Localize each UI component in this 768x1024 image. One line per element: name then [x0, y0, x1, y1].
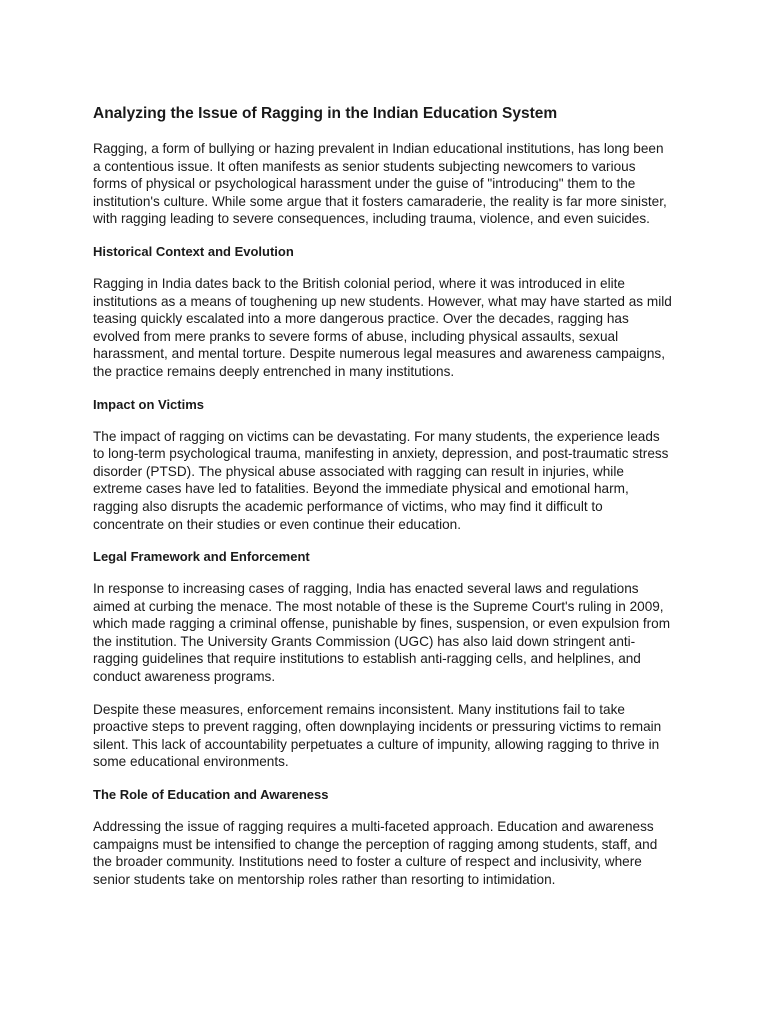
section-heading-education-awareness: The Role of Education and Awareness — [93, 787, 329, 803]
section-paragraph: Ragging in India dates back to the British colonial period, where it was introduced in elite institutions as a means of toughening up new students. However, what may have started as mild teasing quickly escalated into a more dangerous practice. Over the decades, ragging has evolved from mere pranks to severe forms of abuse, including physical assaults, sexual harassment, and mental torture. Despite numerous legal measures and awareness campaigns, the practice remains deeply entrenched in many institutions. — [93, 275, 672, 379]
section-heading-impact-on-victims: Impact on Victims — [93, 396, 205, 412]
intro-paragraph: Ragging, a form of bullying or hazing prevalent in Indian educational institutions, has long been a contentious issue. It often manifests as senior students subjecting newcomers to various forms of physical or psychological harassment under the guise of "introducing" them to the institution's culture. While some argue that it fosters camaraderie, the reality is far more sinister, with ragging leading to severe consequences, including trauma, violence, and even suicides. — [93, 141, 667, 227]
section-paragraph: The impact of ragging on victims can be devastating. For many students, the experience leads to long-term psychological trauma, manifesting in anxiety, depression, and post-traumatic stress disorder (PTSD). The physical abuse associated with ragging can result in injuries, while extreme cases have led to fatalities. Beyond the immediate physical and emotional harm, ragging also disrupts the academic performance of victims, who may find it difficult to concentrate on their studies or even continue their education. — [93, 428, 669, 532]
section-paragraph: In response to increasing cases of ragging, India has enacted several laws and regulations aimed at curbing the menace. The most notable of these is the Supreme Court's ruling in 2009, which made ragging a criminal offense, punishable by fines, suspension, or even expulsion from the institution. The University Grants Commission (UGC) has also laid down stringent anti-ragging guidelines that require institutions to establish anti-ragging cells, and helplines, and conduct awareness programs. — [93, 581, 671, 685]
section-paragraph: Despite these measures, enforcement remains inconsistent. Many institutions fail to take proactive steps to prevent ragging, often downplaying incidents or pressuring victims to remain silent. This lack of accountability perpetuates a culture of impunity, allowing ragging to thrive in some educational environments. — [93, 701, 662, 770]
section-paragraph: Addressing the issue of ragging requires a multi-faceted approach. Education and awareness campaigns must be intensified to change the perception of ragging among students, staff, and the broader community. Institutions need to foster a culture of respect and inclusivity, where senior students take on mentorship roles rather than resorting to intimidation. — [93, 819, 658, 887]
section-heading-historical-context: Historical Context and Evolution — [93, 243, 294, 259]
document-title: Analyzing the Issue of Ragging in the Indian Education System — [93, 105, 558, 122]
document-page — [93, 104, 673, 903]
section-heading-legal-framework: Legal Framework and Enforcement — [93, 549, 310, 565]
